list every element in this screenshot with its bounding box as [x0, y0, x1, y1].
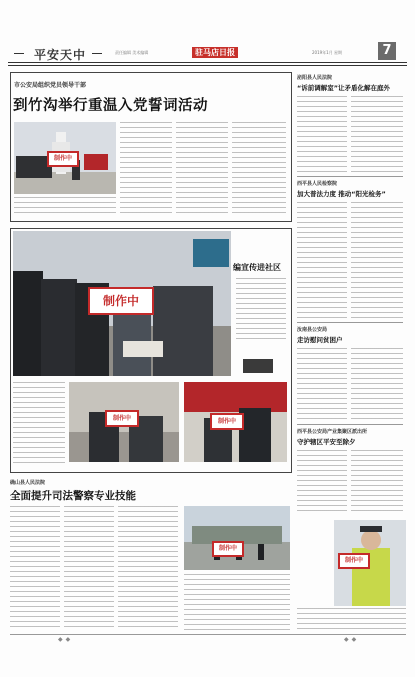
bottom-article-title: 全面提升司法警察专业技能 [10, 490, 136, 502]
footer-ornament-right: ◆◆ [344, 636, 360, 643]
bottom-article-text-col4 [184, 574, 290, 630]
main-article-title: 到竹沟举行重温入党誓词活动 [13, 98, 208, 114]
header-dash-left [14, 53, 24, 54]
right-divider-1 [297, 176, 403, 177]
right-article-4-text-col1 [297, 450, 347, 514]
bottom-article-stamp: 制作中 [212, 541, 244, 557]
footer-ornament-left: ◆◆ [58, 636, 74, 643]
right-article-4-title: 守护辖区平安至除夕 [297, 438, 356, 446]
editor-line: 责任编辑 美术编辑 [115, 50, 149, 55]
main-photo-caption [14, 197, 116, 215]
right-article-4-caption [297, 608, 406, 630]
right-article-2-text-col1 [297, 202, 347, 318]
photo-feature-main-stamp: 制作中 [88, 287, 154, 315]
right-article-2-title: 加大普法力度 推动“阳光检务” [297, 190, 386, 198]
right-divider-3 [297, 424, 403, 425]
bottom-article-text-col1 [10, 506, 60, 630]
photo-feature-title: 编宣传进社区 [233, 263, 281, 272]
right-article-1-text-col1 [297, 96, 347, 172]
right-article-2-text-col2 [351, 202, 403, 318]
right-article-4-kicker: 西平县公安局产业集聚区派出所 [297, 429, 368, 435]
footer-rule [10, 634, 406, 635]
header-rule-thin [8, 65, 407, 66]
header-dash-right [92, 53, 102, 54]
right-article-4-stamp: 制作中 [338, 553, 370, 569]
date-line: 2019年1月 星期 [312, 50, 342, 55]
header-rule [8, 62, 407, 63]
photo-feature-small-stamp-1: 制作中 [105, 410, 139, 427]
main-article-text-col2 [176, 122, 228, 215]
right-article-3-text-col1 [297, 348, 347, 420]
section-title: 平安天中 [34, 48, 87, 62]
training-photo [184, 506, 290, 570]
main-article-kicker: 市公安局组织党员领导干部 [14, 82, 87, 89]
right-article-3-title: 走访慰问贫困户 [297, 336, 343, 344]
bottom-article-text-col2 [64, 506, 114, 630]
main-article-text-col3 [232, 122, 286, 215]
bottom-article-text-col3 [118, 506, 178, 630]
right-article-2-kicker: 西平县人民检察院 [297, 181, 338, 187]
photo-feature-text [236, 278, 286, 340]
photo-feature-small-stamp-2: 制作中 [210, 413, 244, 430]
right-article-4-text-col2 [351, 450, 403, 514]
page-number: 7 [378, 42, 396, 60]
main-article-text-col1 [120, 122, 172, 215]
police-emblem-icon [243, 359, 273, 373]
right-divider-2 [297, 322, 403, 323]
paper-logo: 驻马店日报 [192, 47, 238, 58]
bottom-article-photo [184, 506, 290, 570]
photo-feature-captions [13, 382, 65, 466]
right-article-1-text-col2 [351, 96, 403, 172]
right-article-1-title: “诉前调解室”让矛盾化解在庭外 [297, 84, 391, 92]
right-article-1-kicker: 泌阳县人民法院 [297, 75, 333, 81]
main-article-stamp: 制作中 [47, 151, 79, 167]
bottom-article-kicker: 确山县人民法院 [10, 480, 46, 486]
right-article-3-kicker: 汝南县公安局 [297, 327, 328, 333]
right-article-3-text-col2 [351, 348, 403, 420]
